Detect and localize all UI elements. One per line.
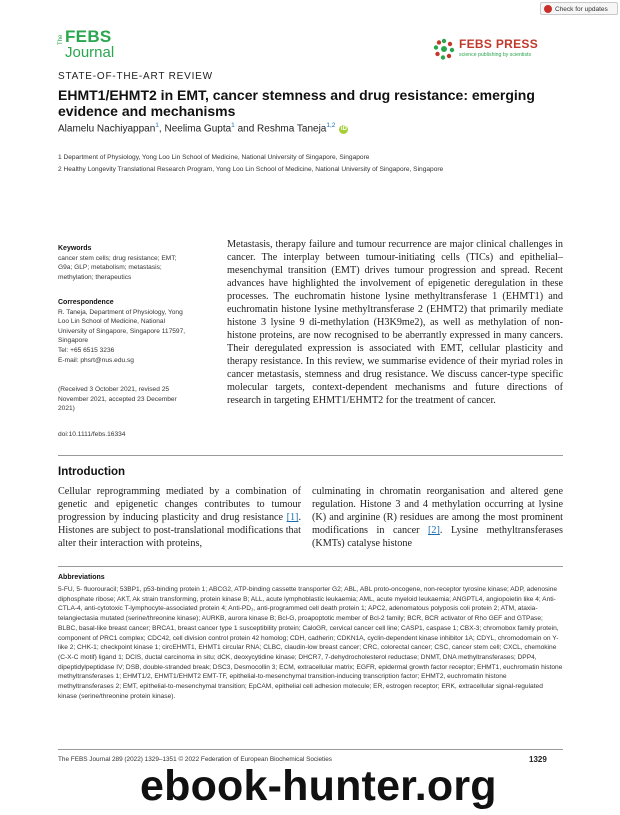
logo-journal: Journal [65,44,115,61]
correspondence-heading: Correspondence [58,299,114,306]
affiliation-1: 1 Department of Physiology, Yong Loo Lin School of Medicine, National University of Singapore, Singapore [58,154,370,161]
correspondence-line: Loo Lin School of Medicine, National [58,318,166,326]
check-for-updates-label: Check for updates [555,6,608,13]
correspondence-email[interactable]: E-mail: phsrt@nus.edu.sg [58,356,134,364]
abbreviations-heading: Abbreviations [58,574,105,581]
author-name[interactable]: Neelima Gupta [164,123,232,135]
correspondence-line: Tel: +65 6515 3236 [58,346,115,354]
febs-press-dots-icon [433,38,455,60]
logo-the: The [58,34,64,45]
intro-text: . Histones are subject to post-translational modifications that alter their interaction with proteins, [58,512,301,549]
abstract-text: Metastasis, therapy failure and tumour recurrence are major clinical challenges in cancer. The interplay between tumour-initiating cells (TICs) and epithelial–mesenchymal transition (EMT) drives tumour progression and spread. Recent advances have highlighted the involvement of epigenetic deregulation in these processes. The euchromatin histone lysine methyltransferase 1 (EHMT1) and euchromatin histone lysine methyltransferase 2 (EHMT2) that primarily mediate histone 3 lysine 9 di-methylation (H3K9me2), as well as methylation of non-histone proteins, are now recognised to be aberrantly expressed in many cancers. Their deregulated expression is associated with EMT, cellular plasticity and therapy resistance. In this review, we summarise evidence of their myriad roles in cancer metastasis, stemness and drug resistance. We discuss cancer-type specific molecular targets, context-dependent mechanisms and future directions of research in targeting EHMT1/EHMT2 for the treatment of cancer. [227,239,563,406]
received-line: 2021) [58,405,75,413]
keywords-heading: Keywords [58,245,92,252]
section-divider [58,455,563,456]
intro-text: culminating in chromatin reorganisation and altered gene regulation. Histone 3 and 4 methylation occurring at lysine (K) and arginine (R) residues are among the most prominent modifications in cancer [312,486,563,536]
crossmark-icon [544,5,552,13]
press-tagline: science publishing by scientists [459,52,532,58]
author-name[interactable]: Alamelu Nachiyappan [58,123,156,135]
introduction-heading: Introduction [58,466,126,478]
author-separator: , [158,123,165,135]
intro-column-1 [58,485,301,550]
footer-divider [58,749,563,750]
author-list [58,122,348,134]
orcid-icon[interactable]: iD [340,126,347,133]
reference-link[interactable]: [2] [428,525,440,536]
author-affiliation-sup: 1,2 [326,122,336,129]
received-line: (Received 3 October 2021, revised 25 [58,386,170,393]
correspondence-line: University of Singapore, Singapore 117597, [58,327,186,335]
reference-link[interactable]: [1] [286,512,299,523]
febs-journal-logo [58,27,113,65]
section-divider [58,566,563,567]
intro-column-2 [312,485,563,550]
page-number: 1329 [529,755,547,764]
abbreviations-text: 5-FU, 5- fluorouracil; 53BP1, p53-binding protein 1; ABCG2, ATP-binding cassette transporter G2; ABL, ABL proto-oncogene, non-receptor tyrosine kinase; ADP, adenosine diphosphate ribose; AKT, Ak strain transforming, protein kinase B; ALL, acute lymphoblastic leukaemia; AML, acute myeloid leukaemia; ANGPTL4, angiopoietin like 4; Anti-CTLA-4, anti-cytotoxic T-lymphocyte-associated protein 4; Anti-PD₁, anti-programmed cell death protein 1; APC2, adenomatous polyposis coli protein 2; ATM, ataxia-telangiectasia mutated (serine/threonine kinase); AURKB, aurora kinase B; Bcl-G, proapoptotic member of Bcl-2 family; BCR, BCR activator of Rho GEF and GTPase; BLBC, basal-like breast cancer; BRCA1, breast cancer type 1 susceptibility protein; CaloGR, cervical cancer cell line; CASP1, caspase 1; CBX-3; chromobox family protein, component of PRC1 complex; CDC42, cell division control protein 42 homolog; CDH, cadherin; CDKN1A, cyclin-dependent kinase inhibitor 1A; CDYL, chromodomain on Y-like 2; CHK-1; checkpoint kinase 1; circEHMT1, EHMT1 circular RNA; CLBC, claudin-low breast cancer; CRC, colorectal cancer; CSC, cancer stem cell; CXCL, chemokine (C-X-C motif) ligand 1; DCIS, ductal carcinoma in situ; dCK, deoxycytidine kinase; DHCR7, 7-dehydrocholesterol reductase; DNMT, DNA methyltransferases; DPP4, dipeptidylpeptidase IV; DSB, double-stranded break; DSC3, Desmocollin 3; ECM, extracellular matrix; EGFR, epidermal growth factor receptor; EHMT1, euchromatin histone methyltransferases 1; EHMT1/2, EHMT1/EHMT2 EMT-TF, epithelial-to-mesenchymal transition-inducing transcription factor; EHMT2, euchromatin histone methyltransferases 2; EMT, epithelial-to-mesenchymal transition; EpCAM, epithelial cell adhesion molecule; ER, estrogen receptor; ERK, extracellular signal-regulated kinase (serine/threonine protein kinase). [58,586,563,700]
article-title: EHMT1/EHMT2 in EMT, cancer stemness and drug resistance: emerging evidence and mechanisms [58,87,535,119]
footer-citation: The FEBS Journal 289 (2022) 1329–1351 © 2022 Federation of European Biochemical Societies [58,756,332,763]
febs-press-logo [433,36,563,64]
correspondence-line: Singapore [58,337,89,345]
affiliation-2: 2 Healthy Longevity Translational Research Program, Yong Loo Lin School of Medicine, National University of Singapore, Singapore [58,166,444,173]
keywords-line: cancer stem cells; drug resistance; EMT; [58,254,177,262]
intro-text: . Lysine methyltransferases (KMTs) catalyse histone [312,525,563,549]
author-name[interactable]: Reshma Taneja [257,123,327,135]
author-separator: and [234,123,258,135]
keywords-line: methylation; therapeutics [58,273,132,281]
correspondence-block [58,298,208,365]
author-affiliation-sup: 1 [155,122,159,129]
received-dates [58,385,208,414]
keywords-block [58,244,208,282]
author-affiliation-sup: 1 [231,122,235,129]
doi-link[interactable]: doi:10.1111/febs.16334 [58,431,126,438]
article-type-label: STATE-OF-THE-ART REVIEW [58,71,213,82]
received-line: November 2021, accepted 23 December [58,395,177,403]
keywords-line: G9a; GLP; metabolism; metastasis; [58,264,162,272]
correspondence-line: R. Taneja, Department of Physiology, Yong [58,308,183,316]
check-for-updates-button[interactable] [540,2,618,15]
press-name: FEBS PRESS [459,37,539,51]
logo-febs: FEBS [65,27,112,46]
intro-text: Cellular reprogramming mediated by a combination of genetic and epigenetic changes contributes to tumour progression by inducing plasticity and drug resistance [58,486,301,523]
watermark: ebook-hunter.org [140,762,497,810]
